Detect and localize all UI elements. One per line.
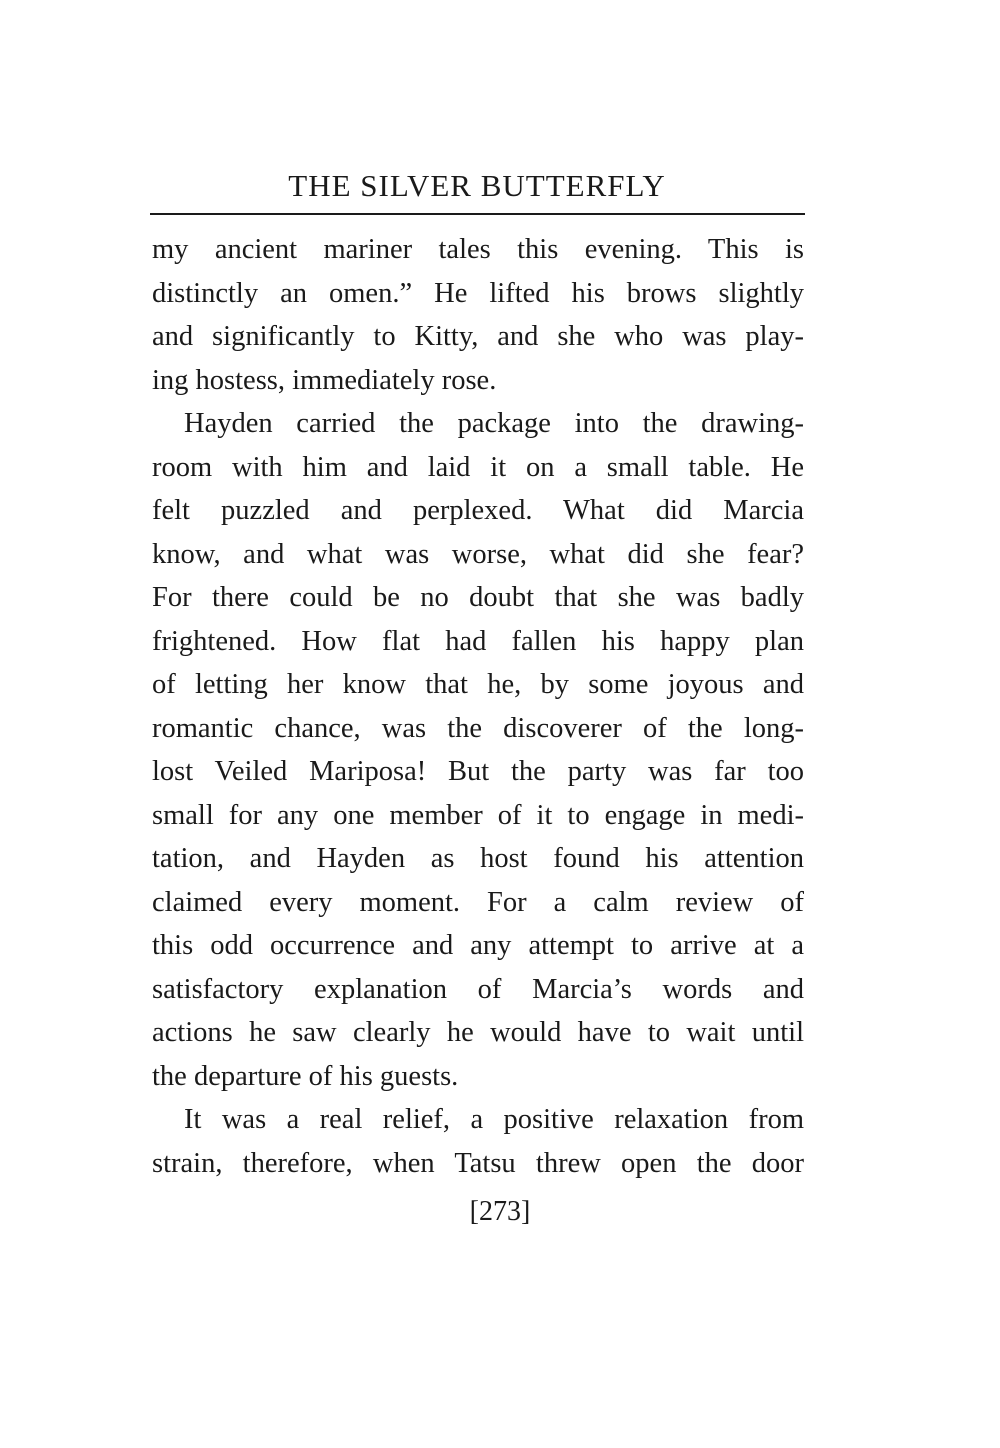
text-line: ing hostess, immediately rose. — [152, 364, 497, 396]
text-line: Hayden carried the package into the drawing- — [184, 408, 804, 439]
body-text — [152, 228, 804, 1185]
text-line: frightened. How flat had fallen his happy plan — [152, 625, 804, 657]
text-line: claimed every moment. For a calm review of — [152, 886, 804, 918]
text-line: For there could be no doubt that she was badly — [152, 582, 804, 613]
text-line: distinctly an omen.” He lifted his brows slightly — [152, 277, 804, 309]
text-line: It was a real relief, a positive relaxation from — [184, 1104, 804, 1135]
text-line: of letting her know that he, by some joyous and — [152, 669, 804, 700]
text-line: small for any one member of it to engage in medi- — [152, 799, 804, 831]
header-rule — [150, 213, 805, 215]
text-line: the departure of his guests. — [152, 1060, 459, 1092]
running-head-title: THE SILVER BUTTERFLY — [288, 168, 666, 203]
text-line: strain, therefore, when Tatsu threw open the door — [152, 1147, 804, 1179]
text-line: know, and what was worse, what did she fear? — [152, 538, 804, 570]
text-line: room with him and laid it on a small table. He — [152, 451, 804, 483]
text-line: and significantly to Kitty, and she who was play- — [152, 321, 804, 352]
text-line: satisfactory explanation of Marcia’s words and — [152, 973, 804, 1005]
page-number: [273] — [469, 1196, 531, 1227]
text-line: felt puzzled and perplexed. What did Marcia — [152, 495, 804, 526]
text-line: this odd occurrence and any attempt to arrive at a — [152, 930, 804, 961]
text-line: romantic chance, was the discoverer of the long- — [152, 712, 804, 744]
text-line: lost Veiled Mariposa! But the party was far too — [152, 756, 804, 787]
text-line: tation, and Hayden as host found his attention — [152, 843, 804, 874]
text-line: actions he saw clearly he would have to wait until — [152, 1017, 804, 1048]
text-line: my ancient mariner tales this evening. This is — [152, 234, 804, 265]
